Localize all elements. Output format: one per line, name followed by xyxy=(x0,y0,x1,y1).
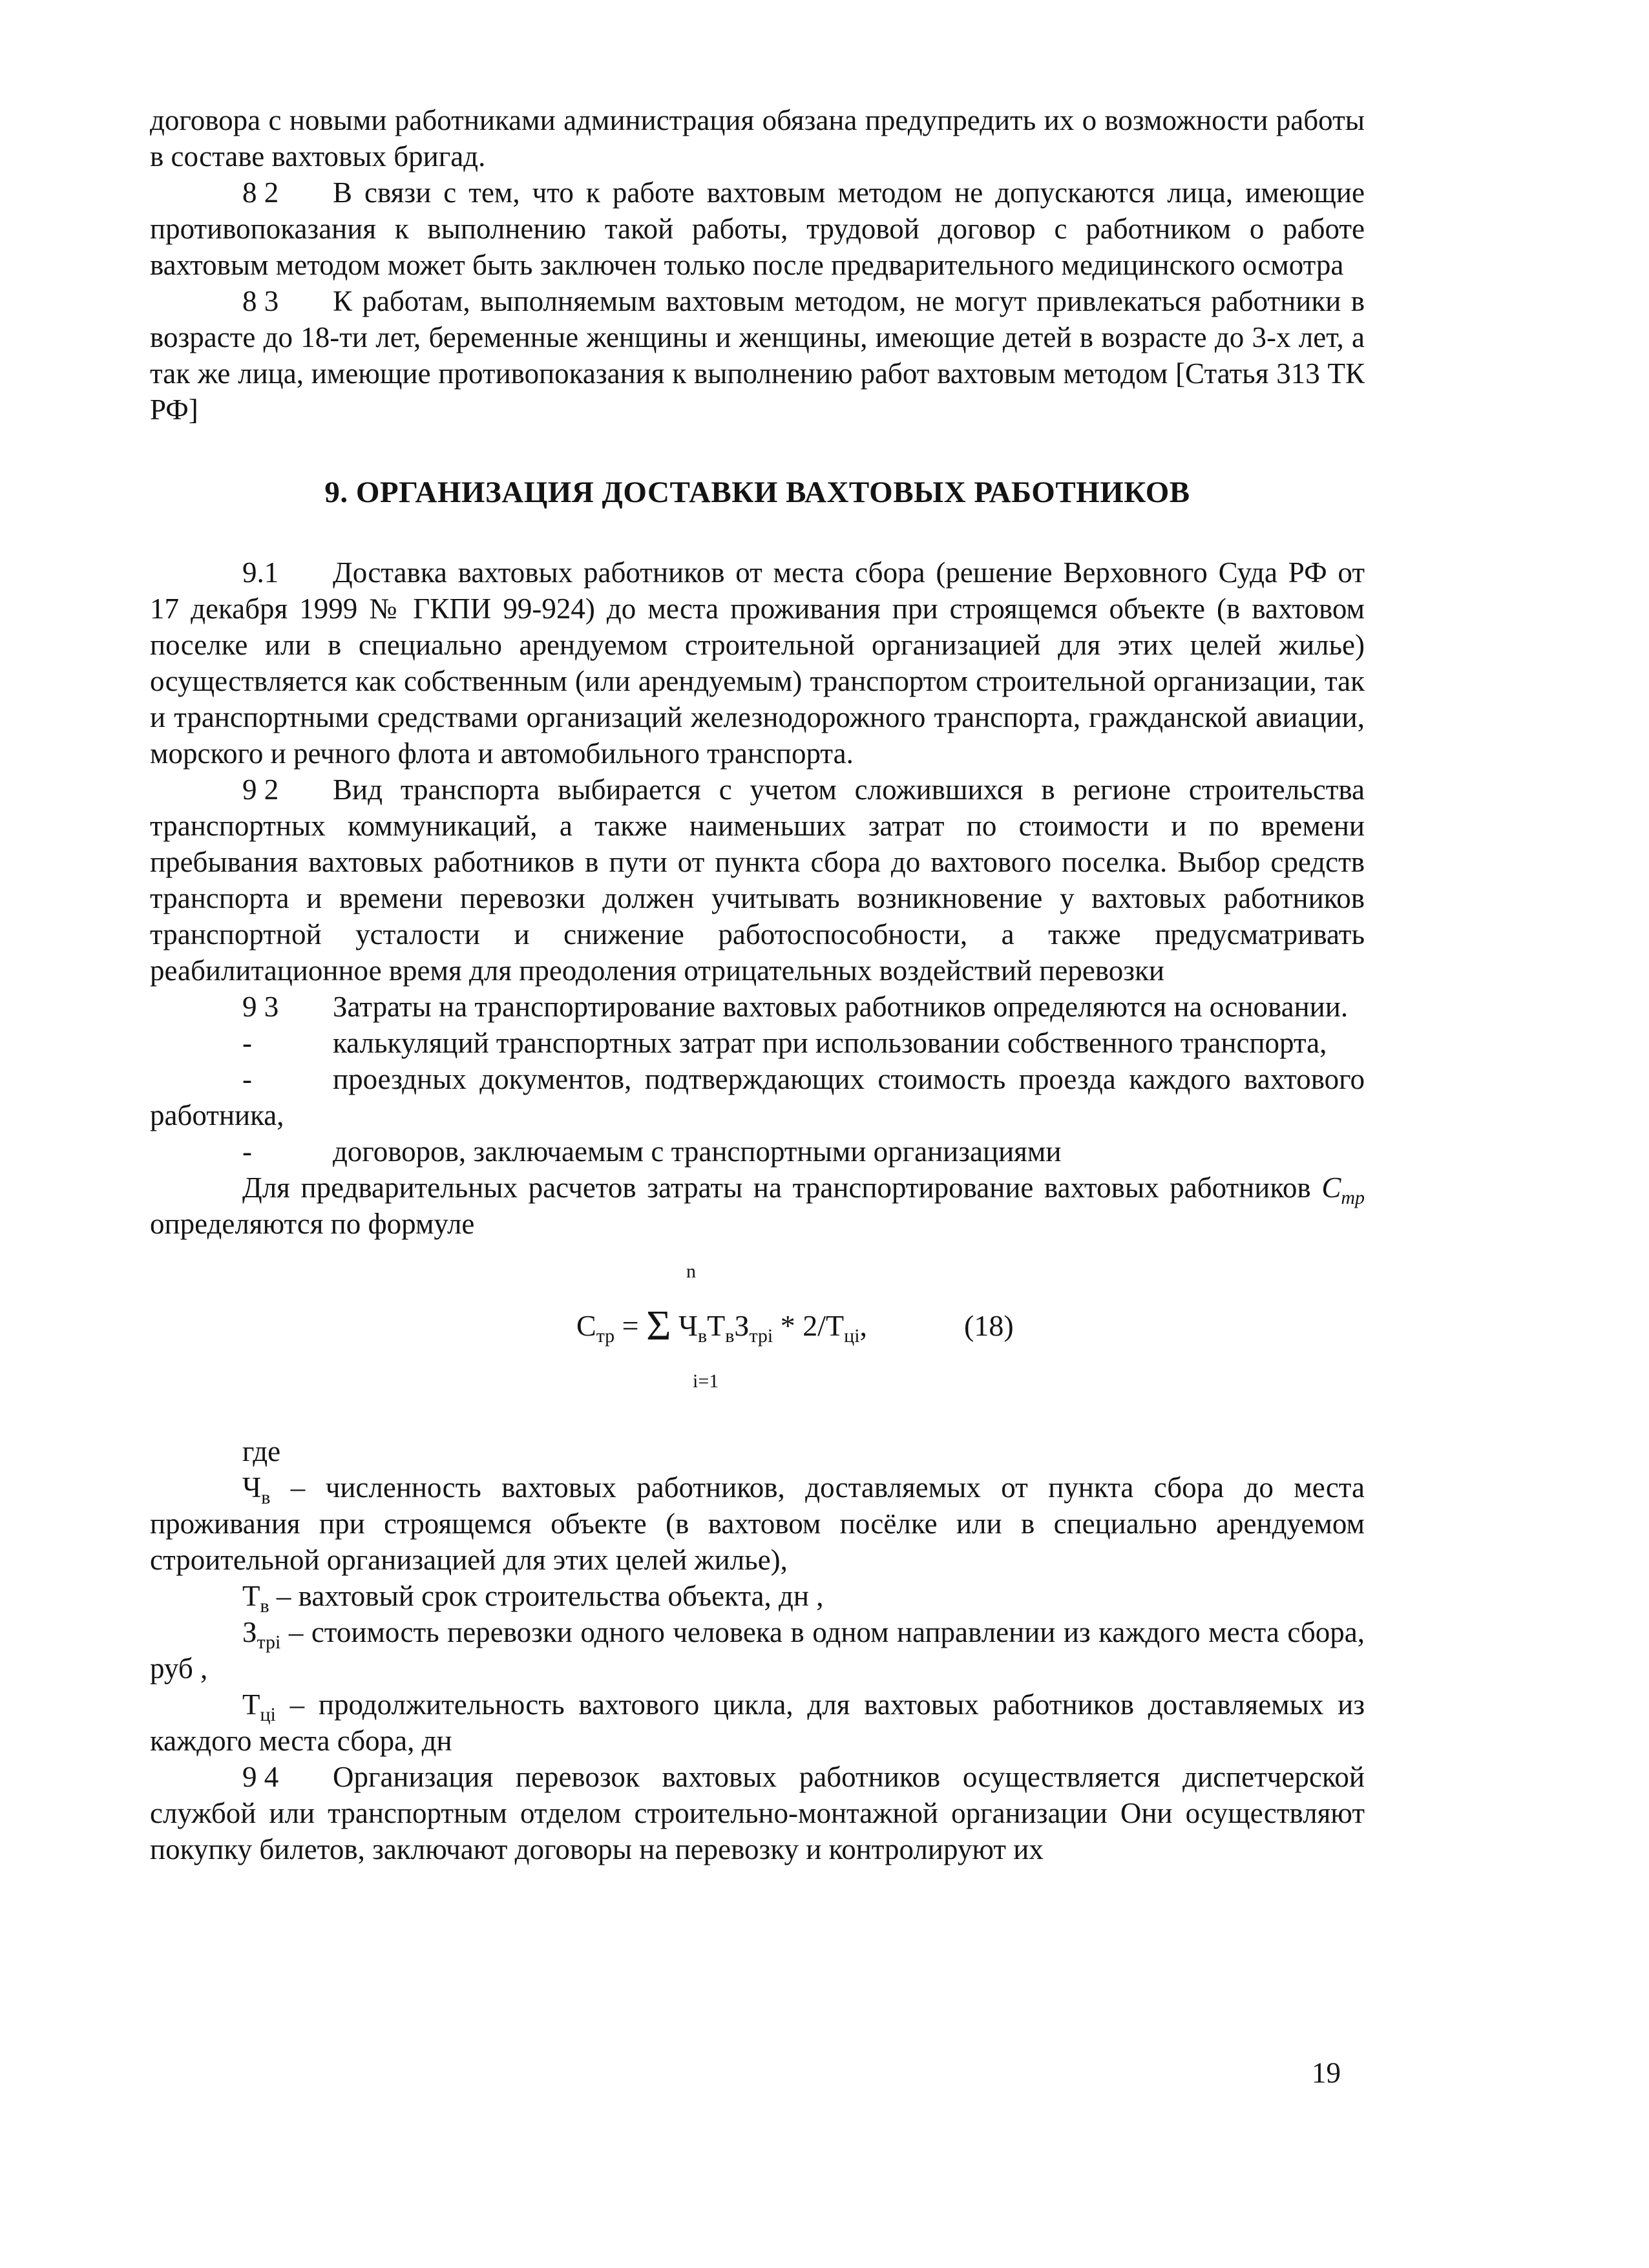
section-heading: 9. ОРГАНИЗАЦИЯ ДОСТАВКИ ВАХТОВЫХ РАБОТНИКОВ xyxy=(324,476,1190,509)
definition-text: – стоимость перевозки одного человека в одном направлении из каждого места сбора, руб , xyxy=(150,1616,1365,1685)
definition-item: $З_{трi}$ – стоимость перевозки одного человека в одном направлении из каждого места сбора, руб , xyxy=(150,1616,1365,1685)
list-dash: - xyxy=(242,1027,252,1059)
sum-sign: Σ xyxy=(646,1302,671,1349)
intro-paragraph: договора с новыми работниками администрация обязана предупредить их о возможности работы в составе вахтовых бригад. xyxy=(150,104,1365,173)
clause-text: В связи с тем, что к работе вахтовым методом не допускаются лица, имеющие противопоказания к выполнению такой работы, трудовой договор с работником о работе вахтовым методом может быть заключен только после предварительного медицинского осмотра xyxy=(150,176,1365,281)
clause-text: К работам, выполняемым вахтовым методом, не могут привлекаться работники в возрасте до 18-ти лет, беременные женщины и женщины, имеющие детей в возрасте до 3-х лет, а так же лица, имеющие противопоказания к выполнению работ вахтовым методом [Статья 313 ТК РФ] xyxy=(150,285,1365,426)
definition-symbol: З xyxy=(242,1616,257,1648)
sum-upper-limit: n xyxy=(686,1261,696,1282)
definition-text: – продолжительность вахтового цикла, для вахтовых работников доставляемых из каждого места сбора, дн xyxy=(150,1688,1365,1757)
clause-number: 9 2 xyxy=(242,773,279,806)
clause-text: Вид транспорта выбирается с учетом сложившихся в регионе строительства транспортных коммуникаций, а также наименьших затрат по стоимости и по времени пребывания вахтовых работников в пути от пункта сбора до вахтового поселка. Выбор средств транспорта и времени перевозки должен учитывать возникновение у вахтовых работников транспортной усталости и снижение работоспособности, а также предусматривать реабилитационное время для преодоления отрицательных воздействий перевозки xyxy=(150,773,1365,987)
clause-number: 8 3 xyxy=(242,285,279,317)
definition-symbol: Ч xyxy=(242,1471,262,1504)
paragraph-9-2 xyxy=(150,772,1365,989)
clause-text: Затраты на транспортирование вахтовых работников определяются на основании. xyxy=(333,991,1349,1023)
paragraph-8-2 xyxy=(150,174,1365,283)
paragraph-8-3 xyxy=(150,283,1365,428)
list-item xyxy=(150,1025,1365,1061)
definition-symbol: Т xyxy=(242,1688,260,1721)
definition-symbol: Т xyxy=(242,1580,260,1612)
list-item-text: проездных документов, подтверждающих стоимость проезда каждого вахтового работника, xyxy=(150,1063,1365,1131)
page-content xyxy=(150,102,1365,1867)
paragraph-9-1 xyxy=(150,554,1365,772)
list-item xyxy=(150,1133,1365,1170)
clause-text: Организация перевозок вахтовых работников осуществляется диспетчерской службой или транспортным отделом строительно-монтажной организации Они осуществляют покупку билетов, заключают договоры на перевозку и контролируют их xyxy=(150,1761,1365,1865)
list-dash: - xyxy=(242,1063,252,1095)
clause-number: 9 4 xyxy=(242,1761,279,1793)
definition-item: $Ч_в$ – численность вахтовых работников, доставляемых от пункта сбора до места проживания при строящемся объекте (в вахтовом посёлке или в специально арендуемом строительной организацией для этих целей жилье), xyxy=(150,1471,1365,1576)
sum-lower-limit: i=1 xyxy=(693,1370,719,1392)
definition-text: – численность вахтовых работников, доставляемых от пункта сбора до места проживания при строящемся объекте (в вахтовом посёлке или в специально арендуемом строительной организацией для этих целей жилье), xyxy=(150,1471,1365,1576)
list-dash: - xyxy=(242,1135,252,1168)
equation-number: (18) xyxy=(964,1309,1014,1342)
clause-number: 9 3 xyxy=(242,991,279,1023)
list-item-text: калькуляций транспортных затрат при использовании собственного транспорта, xyxy=(333,1027,1327,1059)
clause-number: 8 2 xyxy=(242,176,279,209)
definition-item: $Т_в$ – вахтовый срок строительства объекта, дн , xyxy=(242,1580,824,1617)
page-number: 19 xyxy=(1312,2057,1341,2089)
formula-expression: $С_{тр} = \Sigma$ $Ч_вТ_вЗ_{трi} * 2/Т_{цi}$, xyxy=(576,1302,868,1349)
list-item xyxy=(150,1061,1365,1133)
formula-intro: Для предварительных расчетов затраты на транспортирование вахтовых работников $С_{тр}$ определяются по формуле xyxy=(150,1171,1365,1240)
formula-18 xyxy=(150,1247,1365,1396)
clause-text: Доставка вахтовых работников от места сбора (решение Верховного Суда РФ от 17 декабря 1999 № ГКПИ 99-924) до места проживания при строящемся объекте (в вахтовом поселке или в специально арендуемом строительной организацией для этих целей жилье) осуществляется как собственным (или арендуемым) транспортом строительной организации, так и транспортными средствами организаций железнодорожного транспорта, гражданской авиации, морского и речного флота и автомобильного транспорта. xyxy=(150,556,1365,770)
definition-item: $Т_{цi}$ – продолжительность вахтового цикла, для вахтовых работников доставляемых из каждого места сбора, дн xyxy=(150,1688,1365,1757)
clause-number: 9.1 xyxy=(242,556,279,589)
paragraph-9-3 xyxy=(150,989,1365,1025)
list-item-text: договоров, заключаемым с транспортными организациями xyxy=(333,1135,1062,1168)
where-label: где xyxy=(242,1435,281,1467)
formula-symbol: $С_{тр}$ xyxy=(1321,1171,1365,1208)
definition-text: – вахтовый срок строительства объекта, дн , xyxy=(269,1580,824,1612)
paragraph-9-4 xyxy=(150,1759,1365,1867)
